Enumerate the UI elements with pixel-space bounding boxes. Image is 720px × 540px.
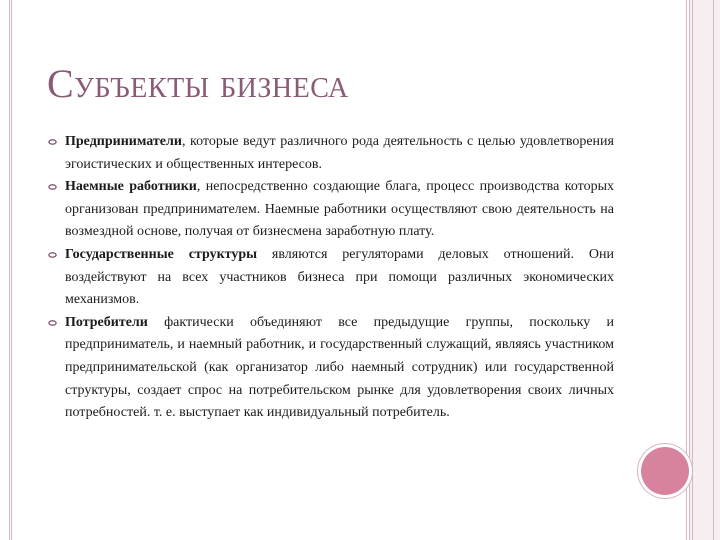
- decorative-circle: [641, 447, 689, 495]
- list-item: [48, 131, 614, 176]
- bullet-list: [48, 131, 614, 425]
- left-border-line: [9, 0, 10, 540]
- item-lead: Потребители: [65, 314, 148, 330]
- item-text: являются регуляторами деловых отношений. Они воздействуют на всех участников бизнеса при помощи различных экономических механизмов.: [65, 246, 614, 308]
- list-item: [48, 312, 614, 425]
- oval-bullet-icon: [48, 184, 57, 190]
- right-decorative-band: [689, 0, 720, 540]
- oval-bullet-icon: [48, 320, 57, 326]
- right-border-line: [713, 0, 714, 540]
- right-border-line: [692, 0, 693, 540]
- item-lead: Наемные работники: [65, 179, 197, 195]
- list-item: [48, 244, 614, 312]
- slide-title: Субъекты бизнеса: [47, 61, 349, 106]
- item-text: , непосредственно создающие блага, процесс производства которых организован предпринимателем. Наемные работники осуществляют свою деятельность на возмездной основе, получая от бизнесмена заработную плату.: [65, 179, 614, 240]
- oval-bullet-icon: [48, 139, 57, 145]
- item-lead: Государственные структуры: [65, 246, 258, 262]
- left-border-line: [11, 0, 12, 540]
- item-lead: Предприниматели: [65, 134, 182, 149]
- item-text: , которые ведут различного рода деятельность с целью удовлетворения эгоистических и общественных интересов.: [65, 134, 614, 172]
- oval-bullet-icon: [48, 252, 57, 258]
- item-text: фактически объединяют все предыдущие группы, поскольку и предприниматель, и наемный работник, и государственный служащий, являясь участником предпринимательской (как организатор либо наемный сотрудник) или государственной структуры, создает спрос на потребительском рынке для удовлетворения своих личных потребностей. т. е. выступает как индивидуальный потребитель.: [65, 314, 614, 421]
- list-item: [48, 176, 614, 244]
